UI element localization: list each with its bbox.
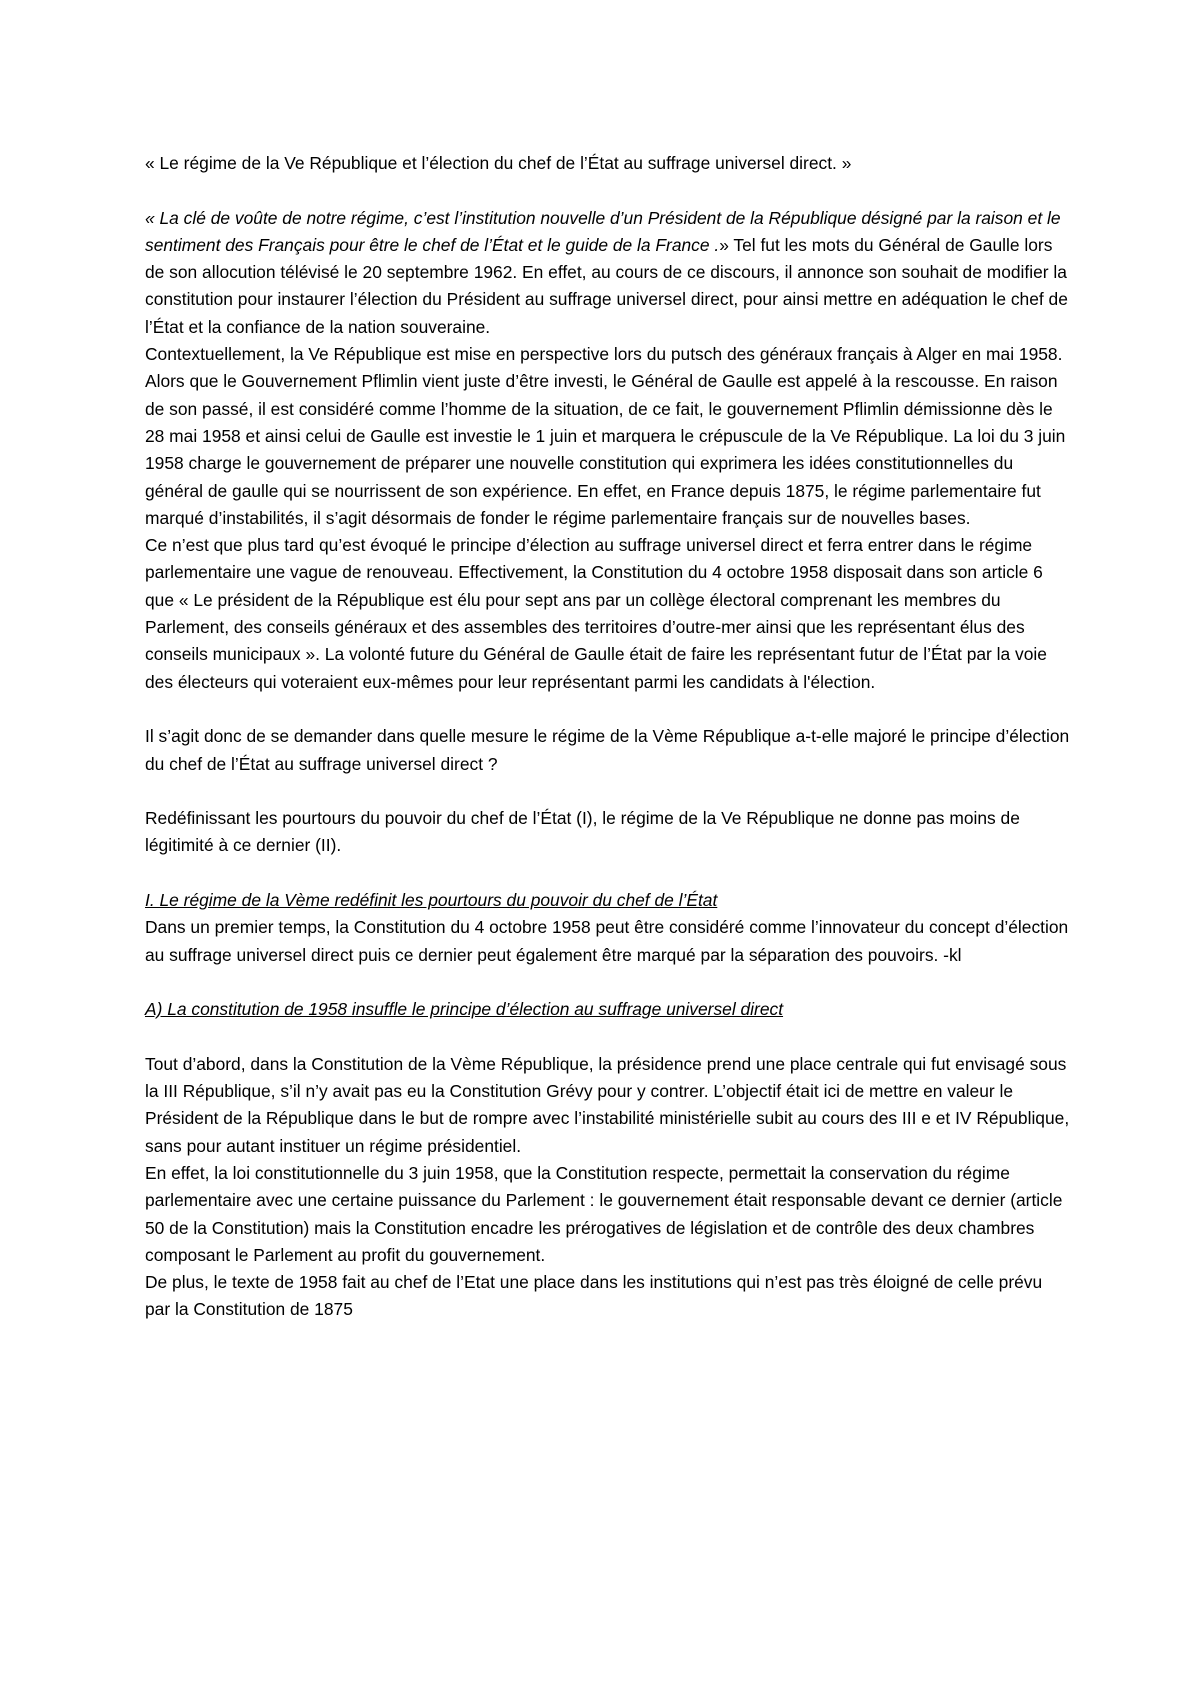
spacer	[145, 969, 1070, 996]
de-gaulle-quote: « La clé de voûte de notre régime, c’est l’institution nouvelle d’un Président de la République désigné par la raison et le sentiment des Français pour être le chef de l’État et le guide de la France .	[145, 207, 1061, 255]
context-paragraph-1: Contextuellement, la Ve République est mise en perspective lors du putsch des généraux français à Alger en mai 1958. Alors que le Gouvernement Pflimlin vient juste d’être investi, le Général de Gaulle est appelé à la rescousse. En raison de son passé, il est considéré comme l’homme de la situation, de ce fait, le gouvernement Pflimlin démissionne dès le 28 mai 1958 et ainsi celui de Gaulle est investie le 1 juin et marquera le crépuscule de la Ve République. La loi du 3 juin 1958 charge le gouvernement de préparer une nouvelle constitution qui exprimera les idées constitutionnelles du général de gaulle qui se nourrissent de son expérience. En effet, en France depuis 1875, le régime parlementaire fut marqué d’instabilités, il s’agit désormais de fonder le régime parlementaire français sur de nouvelles bases.	[145, 344, 1066, 528]
spacer	[145, 177, 1070, 204]
context-paragraph-2: Ce n’est que plus tard qu’est évoqué le principe d’élection au suffrage universel direct et ferra entrer dans le régime parlementaire une vague de renouveau. Effectivement, la Constitution du 4 octobre 1958 disposait dans son article 6 que « Le président de la République est élu pour sept ans par un collège électoral comprenant les membres du Parlement, des conseils généraux et des assembles des territoires d’outre-mer ainsi que les représentant élus des conseils municipaux ». La volonté future du Général de Gaulle était de faire les représentant futur de l’État par la voie des électeurs qui voteraient eux-mêmes pour leur représentant parmi les candidats à l'élection.	[145, 535, 1047, 692]
intro-text: » Tel fut les mots du Général de Gaulle lors de son allocution télévisé le 20 septembre 1962. En effet, au cours de ce discours, il annonce son souhait de modifier la constitution pour instaurer l’élection du Président au suffrage universel direct, pour ainsi mettre en adéquation le chef de l’État et la confiance de la nation souveraine.	[145, 234, 1068, 337]
section-a-paragraph-1: Tout d’abord, dans la Constitution de la Vème République, la présidence prend une place centrale qui fut envisagé sous la III République, s’il n’y avait pas eu la Constitution Grévy pour y contrer. L’objectif était ici de mettre en valeur le Président de la République dans le but de rompre avec l’instabilité ministérielle subit au cours des III e et IV République, sans pour autant instituer un régime présidentiel.	[145, 1053, 1070, 1156]
annonce-plan-paragraph: Redéfinissant les pourtours du pouvoir du chef de l’État (I), le régime de la Ve République ne donne pas moins de légitimité à ce dernier (II).	[145, 808, 1020, 856]
intro-paragraph	[145, 205, 1070, 341]
spacer	[145, 778, 1070, 805]
section-a-paragraph-2: En effet, la loi constitutionnelle du 3 juin 1958, que la Constitution respecte, permettait la conservation du régime parlementaire avec une certaine puissance du Parlement : le gouvernement était responsable devant ce dernier (article 50 de la Constitution) mais la Constitution encadre les prérogatives de législation et de contrôle des deux chambres composant le Parlement au profit du gouvernement.	[145, 1162, 1063, 1265]
spacer	[145, 696, 1070, 723]
document-title: « Le régime de la Ve République et l’élection du chef de l’État au suffrage universel direct. »	[145, 153, 852, 173]
spacer	[145, 1024, 1070, 1051]
section-a-paragraph-3: De plus, le texte de 1958 fait au chef de l’Etat une place dans les institutions qui n’est pas très éloigné de celle prévu par la Constitution de 1875	[145, 1272, 1043, 1320]
part-1-intro-paragraph: Dans un premier temps, la Constitution du 4 octobre 1958 peut être considéré comme l’innovateur du concept d’élection au suffrage universel direct puis ce dernier peut également être marqué par la séparation des pouvoirs. -kl	[145, 917, 1069, 965]
problematique-paragraph: Il s’agit donc de se demander dans quelle mesure le régime de la Vème République a-t-elle majoré le principe d’élection du chef de l’État au suffrage universel direct ?	[145, 726, 1070, 774]
part-1-heading: I. Le régime de la Vème redéfinit les pourtours du pouvoir du chef de l’État	[145, 890, 718, 911]
spacer	[145, 860, 1070, 887]
section-a-heading: A) La constitution de 1958 insuffle le principe d’élection au suffrage universel direct	[145, 999, 784, 1020]
